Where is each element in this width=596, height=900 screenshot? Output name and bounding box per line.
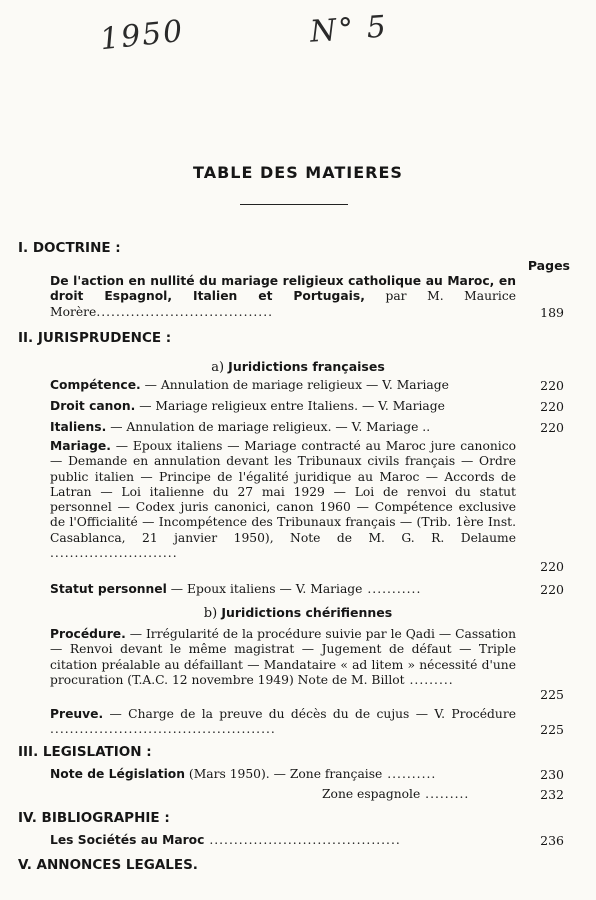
entry-key: Note de Législation xyxy=(50,767,185,781)
toc-entry-preuve xyxy=(50,707,516,738)
toc-entry-droit-canon xyxy=(50,399,445,413)
subsection-label: Juridictions françaises xyxy=(228,359,385,374)
toc-entry-societes-maroc xyxy=(50,833,401,847)
entry-title: De l'action en nullité du mariage religieux catholique au Maroc, en droit Espagnol, Italien et Portugais, xyxy=(50,274,516,304)
toc-entry-procedure xyxy=(50,627,516,688)
toc-entry-italiens xyxy=(50,420,430,434)
toc-entry-statut-personnel xyxy=(50,582,421,596)
entry-key: Preuve. xyxy=(50,707,104,721)
handwritten-year: 1950 xyxy=(98,13,186,58)
entry-text: — Charge de la preuve du décès du de cujus — V. Procédure xyxy=(103,707,516,721)
subsection-label: Juridictions chérifiennes xyxy=(221,605,393,620)
entry-text: — Annulation de mariage religieux — V. Mariage xyxy=(140,378,449,392)
toc-entry-mariage xyxy=(50,439,516,561)
section-doctrine: I. DOCTRINE : xyxy=(18,240,121,256)
page-number: 236 xyxy=(540,833,564,848)
toc-entry-note-legislation xyxy=(50,767,436,781)
subsection-prefix: a) xyxy=(211,360,229,375)
entry-key: Les Sociétés au Maroc xyxy=(50,833,205,847)
entry-text: — Mariage religieux entre Italiens. — V. Mariage xyxy=(135,399,445,413)
subsection-juridictions-francaises xyxy=(0,359,596,375)
title-underline xyxy=(240,204,348,205)
entry-author: par M. Maurice Morère xyxy=(50,289,516,319)
page-number: 189 xyxy=(540,305,564,320)
entry-key: Italiens. xyxy=(50,420,107,434)
page-number: 225 xyxy=(540,687,564,702)
leader-dots: .......................... xyxy=(50,546,178,561)
toc-entry-competence xyxy=(50,378,449,392)
entry-key: Mariage. xyxy=(50,439,111,453)
handwritten-issue-number: N° 5 xyxy=(308,9,390,50)
entry-text: — Epoux italiens — V. Mariage xyxy=(166,582,363,596)
page-number: 220 xyxy=(540,559,564,574)
entry-key: Droit canon. xyxy=(50,399,136,413)
toc-entry-zone-espagnole xyxy=(322,787,469,801)
page-number: 225 xyxy=(540,722,564,737)
section-legislation: III. LEGISLATION : xyxy=(18,744,152,760)
subsection-juridictions-cherifiennes xyxy=(0,605,596,621)
page-number: 220 xyxy=(540,582,564,597)
entry-key: Compétence. xyxy=(50,378,141,392)
page-number: 220 xyxy=(540,399,564,414)
subsection-prefix: b) xyxy=(203,606,222,621)
page-number: 220 xyxy=(540,420,564,435)
leader-dots: .................................... xyxy=(96,304,274,319)
page-number: 220 xyxy=(540,378,564,393)
leader-dots: ......... xyxy=(420,787,470,801)
page-number: 230 xyxy=(540,767,564,782)
entry-text: (Mars 1950). — Zone française xyxy=(184,767,383,781)
page-number: 232 xyxy=(540,787,564,802)
entry-key: Procédure. xyxy=(50,627,126,641)
entry-text: — Epoux italiens — Mariage contracté au Maroc jure canonico — Demande en annulation devant les Tribunaux civils français — Ordre public italien — Principe de l'égalité juridique au Maroc — Accords de Latran — Loi italienne du 27 mai 1929 — Loi de renvoi du statut personnel — Codex juris canonici, canon 1960 — Compétence exclusive de l'Officialité — Incompétence des Tribunaux français — (Trib. 1ère Inst. Casablanca, 21 janvier 1950), Note de M. G. R. Delaume xyxy=(50,439,516,545)
section-bibliographie: IV. BIBLIOGRAPHIE : xyxy=(18,810,170,826)
entry-text: — Annulation de mariage religieux. — V. Mariage .. xyxy=(106,420,431,434)
entry-key: Statut personnel xyxy=(50,582,167,596)
section-annonces-legales: V. ANNONCES LEGALES. xyxy=(18,857,198,873)
entry-text: Zone espagnole xyxy=(322,787,421,801)
leader-dots: .............................................. xyxy=(50,722,276,737)
page-title: TABLE DES MATIERES xyxy=(193,163,403,182)
pages-column-header: Pages xyxy=(527,258,570,273)
leader-dots: ....................................... xyxy=(204,833,401,847)
toc-entry-doctrine xyxy=(50,274,516,320)
leader-dots: ........... xyxy=(362,582,422,596)
entry-text: — Irrégularité de la procédure suivie par le Qadi — Cassation — Renvoi devant le même magistrat — Jugement de défaut — Triple citation préalable au défaillant — Mandataire « ad litem » nécessité d'une procuration (T.A.C. 12 novembre 1949) Note de M. Billot xyxy=(50,627,516,687)
leader-dots: ......... xyxy=(404,672,454,687)
leader-dots: .......... xyxy=(382,767,437,781)
section-jurisprudence: II. JURISPRUDENCE : xyxy=(18,330,172,346)
